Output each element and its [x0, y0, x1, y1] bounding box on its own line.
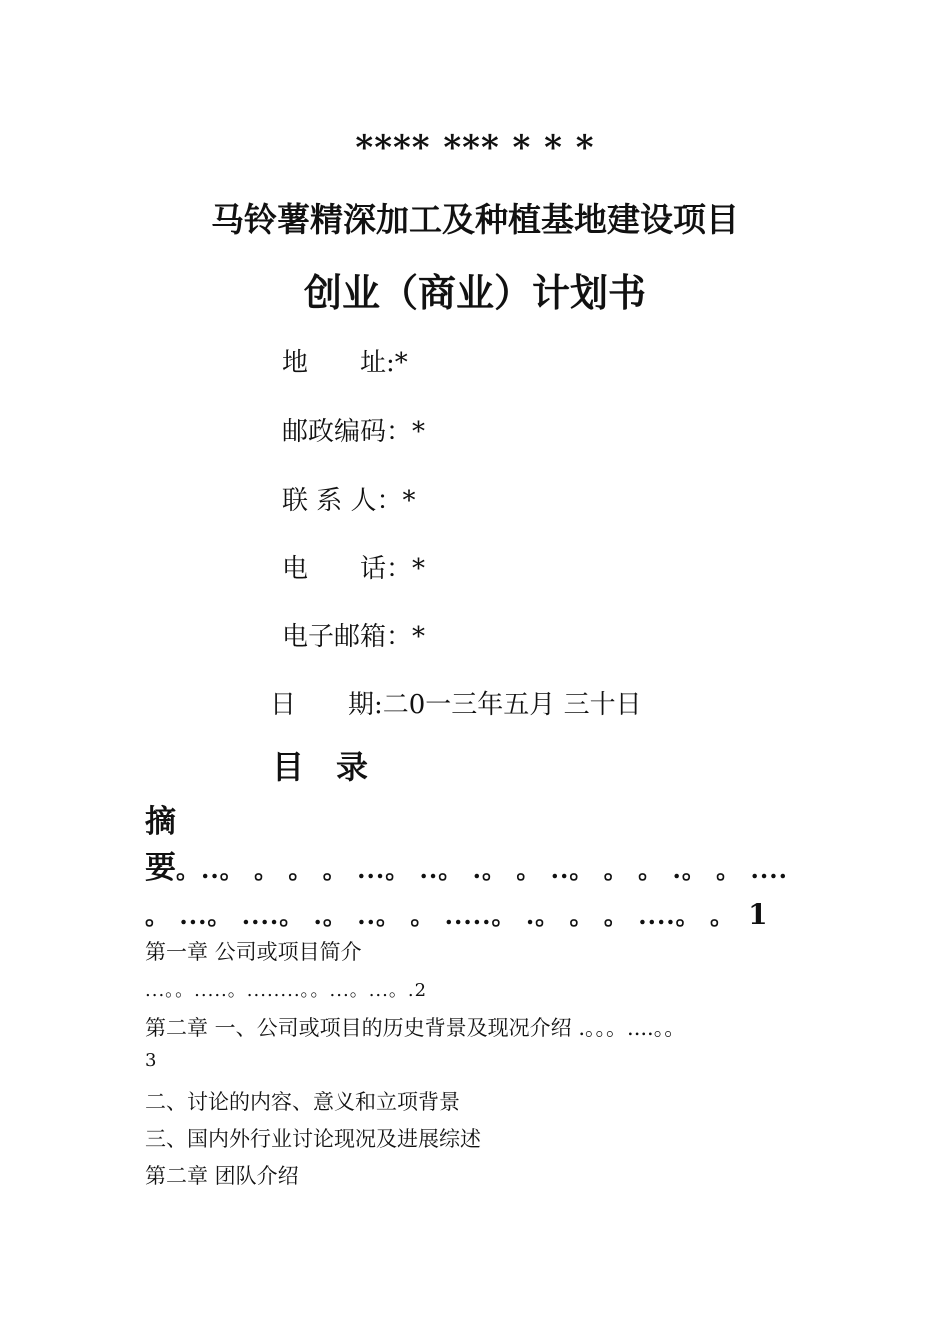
contact-value: * — [402, 486, 416, 516]
contact-label: 联 系 人： — [282, 486, 403, 516]
date-value: 二0一三年五月 三十日 — [382, 690, 642, 720]
phone-value: * — [412, 554, 426, 584]
email-value: * — [412, 622, 426, 652]
date-line — [270, 684, 642, 721]
toc-entry-1-page: 2 — [414, 980, 428, 1001]
toc-abstract-dots1: 。..。 。 。 。 ...。 ..。 .。 。 ..。 。 。 .。 。 .... — [176, 855, 788, 884]
phone-line — [282, 548, 425, 585]
toc-entry-1: 第一章 公司或项目简介 — [145, 940, 362, 964]
email-line — [282, 616, 425, 653]
toc-entry-2: 第二章 一、公司或项目的历史背景及现况介绍 .。。。....。。 — [145, 1016, 686, 1040]
toc-abstract-line1 — [145, 842, 788, 887]
postcode-value: * — [412, 417, 426, 447]
email-label: 电子邮箱： — [282, 622, 413, 652]
postcode-label: 邮政编码： — [282, 417, 413, 447]
toc-entry-1-leader — [145, 976, 427, 1002]
contact-line — [282, 480, 416, 517]
cover-stars: **** *** * * * — [355, 128, 595, 168]
toc-abstract-page: 1 — [748, 898, 768, 931]
project-title: 马铃薯精深加工及种植基地建设项目 — [211, 200, 739, 239]
document-title: 创业（商业）计划书 — [303, 270, 646, 315]
toc-abstract-line2 — [145, 896, 768, 931]
toc-abstract-dots2: 。 ...。 ....。 .。 ..。 。 .....。 .。 。 。 ....。 。 — [145, 901, 736, 930]
toc-abstract-char2: 要 — [145, 850, 176, 886]
toc-entry-1-dots: ...。。.....。........。。...。...。. — [145, 980, 415, 1001]
address-line — [282, 342, 408, 379]
toc-entry-4: 三、国内外行业讨论现况及进展综述 — [145, 1127, 481, 1151]
postcode-line — [282, 411, 425, 448]
toc-abstract-char1: 摘 — [145, 804, 176, 840]
address-label: 地 址: — [282, 348, 395, 378]
date-label: 日 期: — [270, 690, 383, 720]
toc-entry-3: 二、讨论的内容、意义和立项背景 — [145, 1090, 460, 1114]
toc-heading: 目 录 — [272, 748, 369, 786]
phone-label: 电 话： — [282, 554, 413, 584]
toc-entry-2-page: 3 — [145, 1050, 158, 1071]
toc-entry-5: 第二章 团队介绍 — [145, 1164, 299, 1188]
address-value: * — [394, 348, 408, 378]
